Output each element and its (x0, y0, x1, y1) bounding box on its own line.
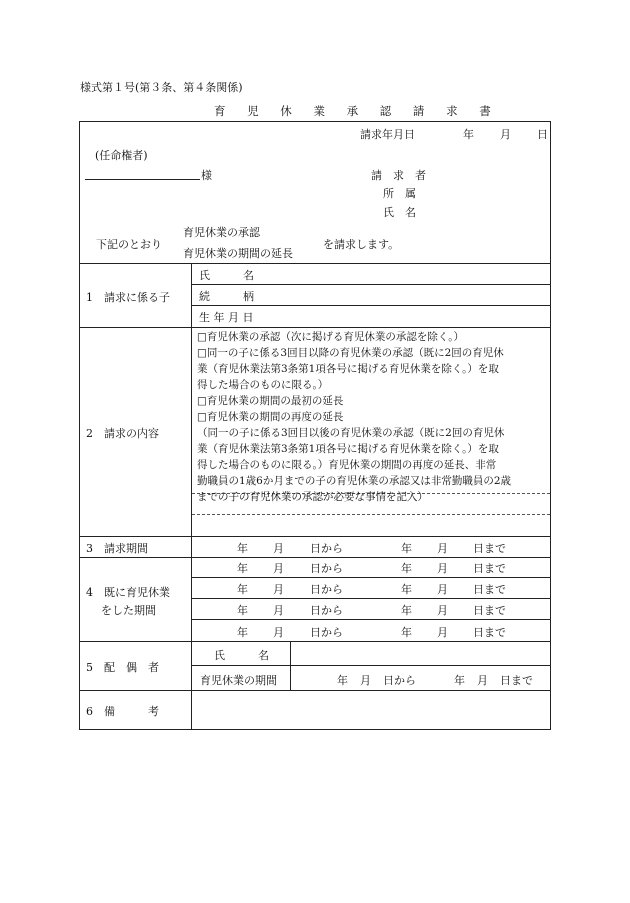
s3-to-day: 日まで (473, 542, 506, 555)
spouse-period-label: 育児休業の期間 (200, 674, 277, 687)
s3-to-month: 月 (437, 542, 448, 555)
content-line-10: 勤職員の1歳6か月までの子の育児休業の承認又は非常勤職員の2歳 (197, 475, 512, 487)
table-border-bottom (79, 729, 551, 730)
section4-label-line2: をした期間 (101, 604, 156, 617)
divider-section4 (79, 641, 551, 642)
child-name-label: 氏 名 (199, 269, 254, 282)
content-line-2: □同一の子に係る3回目以降の育児休業の承認（既に2回の育児休 (197, 347, 504, 359)
s5-from-year: 年 (337, 674, 348, 687)
s4r1-from-day: 日から (310, 562, 343, 575)
table-border-right (550, 121, 551, 730)
divider-section1 (79, 327, 551, 328)
section2-label: 2 請求の内容 (86, 427, 159, 440)
requester-name-label: 氏 名 (383, 206, 416, 219)
request-date-day: 日 (537, 128, 548, 141)
s5-from-day: 日から (383, 674, 416, 687)
s4r2-to-day: 日まで (473, 583, 506, 596)
content-line-7: （同一の子に係る3回目以後の育児休業の承認（既に2回の育児休 (197, 427, 505, 439)
content-line-3: 業（育児休業法第3条第1項各号に掲げる育児休業を除く。）を取 (197, 363, 499, 375)
s4r4-from-day: 日から (310, 626, 343, 639)
divider-section5 (79, 690, 551, 691)
s3-from-day: 日から (310, 542, 343, 555)
section3-label: 3 請求期間 (86, 542, 148, 555)
request-date-month: 月 (500, 128, 511, 141)
s4r1-to-day: 日まで (473, 562, 506, 575)
section1-label: 1 請求に係る子 (86, 291, 170, 304)
content-line-5: □育児休業の期間の最初の延長 (197, 395, 344, 407)
content-line-1: □育児休業の承認（次に掲げる育児休業の承認を除く。） (197, 331, 464, 343)
request-suffix: を請求します。 (323, 238, 400, 251)
divider-section3 (79, 557, 551, 558)
reason-line-2 (192, 514, 550, 515)
option-approval: 育児休業の承認 (183, 226, 260, 239)
divider-s4-3 (191, 619, 551, 620)
table-border-top (79, 121, 551, 122)
divider-child-1 (191, 284, 551, 285)
s4r4-to-year: 年 (401, 626, 412, 639)
request-date-year: 年 (463, 128, 474, 141)
spouse-column-divider (290, 641, 291, 690)
divider-section2 (79, 536, 551, 537)
content-line-9: 得した場合のものに限る。）育児休業の期間の再度の延長、非常 (197, 459, 497, 471)
s4r3-from-year: 年 (237, 604, 248, 617)
affiliation-label: 所 属 (383, 187, 416, 200)
s5-to-year: 年 (454, 674, 465, 687)
s4r1-to-year: 年 (401, 562, 412, 575)
s4r4-to-day: 日まで (473, 626, 506, 639)
s5-to-day: 日まで (500, 674, 533, 687)
requester-label: 請 求 者 (371, 169, 426, 182)
s3-to-year: 年 (401, 542, 412, 555)
request-date-label: 請求年月日 (360, 128, 415, 141)
s5-from-month: 月 (360, 674, 371, 687)
child-birthdate-label: 生 年 月 日 (199, 311, 254, 324)
form-title: 育 児 休 業 承 認 請 求 書 (214, 104, 500, 118)
s4r2-from-year: 年 (237, 583, 248, 596)
s4r2-to-year: 年 (401, 583, 412, 596)
divider-s5-1 (191, 665, 551, 666)
content-line-6: □育児休業の期間の再度の延長 (197, 411, 344, 423)
s4r1-from-year: 年 (237, 562, 248, 575)
label-column-divider (191, 263, 192, 730)
content-line-11: までの子の育児休業の承認が必要な事情を記入） (197, 491, 428, 503)
s4r2-from-day: 日から (310, 583, 343, 596)
table-border-left (79, 121, 80, 730)
s3-from-month: 月 (273, 542, 284, 555)
divider-s4-1 (191, 577, 551, 578)
s4r1-to-month: 月 (437, 562, 448, 575)
option-extension: 育児休業の期間の延長 (183, 247, 293, 260)
divider-child-2 (191, 305, 551, 306)
s4r4-to-month: 月 (437, 626, 448, 639)
s4r3-to-month: 月 (437, 604, 448, 617)
child-relation-label: 続 柄 (199, 290, 254, 303)
spouse-name-label: 氏 名 (214, 649, 269, 662)
appointer-name-line (85, 179, 200, 180)
divider-s4-2 (191, 598, 551, 599)
form-number: 様式第１号(第３条、第４条関係) (80, 81, 243, 94)
section6-label: 6 備 考 (86, 705, 159, 718)
s5-to-month: 月 (477, 674, 488, 687)
content-line-4: 得した場合のものに限る。） (197, 379, 329, 391)
s4r3-from-day: 日から (310, 604, 343, 617)
intro-text: 下記のとおり (96, 238, 162, 251)
s4r4-from-month: 月 (273, 626, 284, 639)
divider-header (79, 263, 551, 264)
s4r4-from-year: 年 (237, 626, 248, 639)
section4-label-line1: 4 既に育児休業 (86, 586, 170, 599)
s4r3-to-day: 日まで (473, 604, 506, 617)
appointer-label: (任命権者) (95, 149, 148, 162)
content-line-8: 業（育児休業法第3条第1項各号に掲げる育児休業を除く。）を取 (197, 443, 499, 455)
section5-label: 5 配 偶 者 (86, 661, 159, 674)
s4r1-from-month: 月 (273, 562, 284, 575)
s3-from-year: 年 (237, 542, 248, 555)
s4r3-to-year: 年 (401, 604, 412, 617)
s4r2-from-month: 月 (273, 583, 284, 596)
sama-label: 様 (201, 169, 212, 182)
s4r2-to-month: 月 (437, 583, 448, 596)
s4r3-from-month: 月 (273, 604, 284, 617)
